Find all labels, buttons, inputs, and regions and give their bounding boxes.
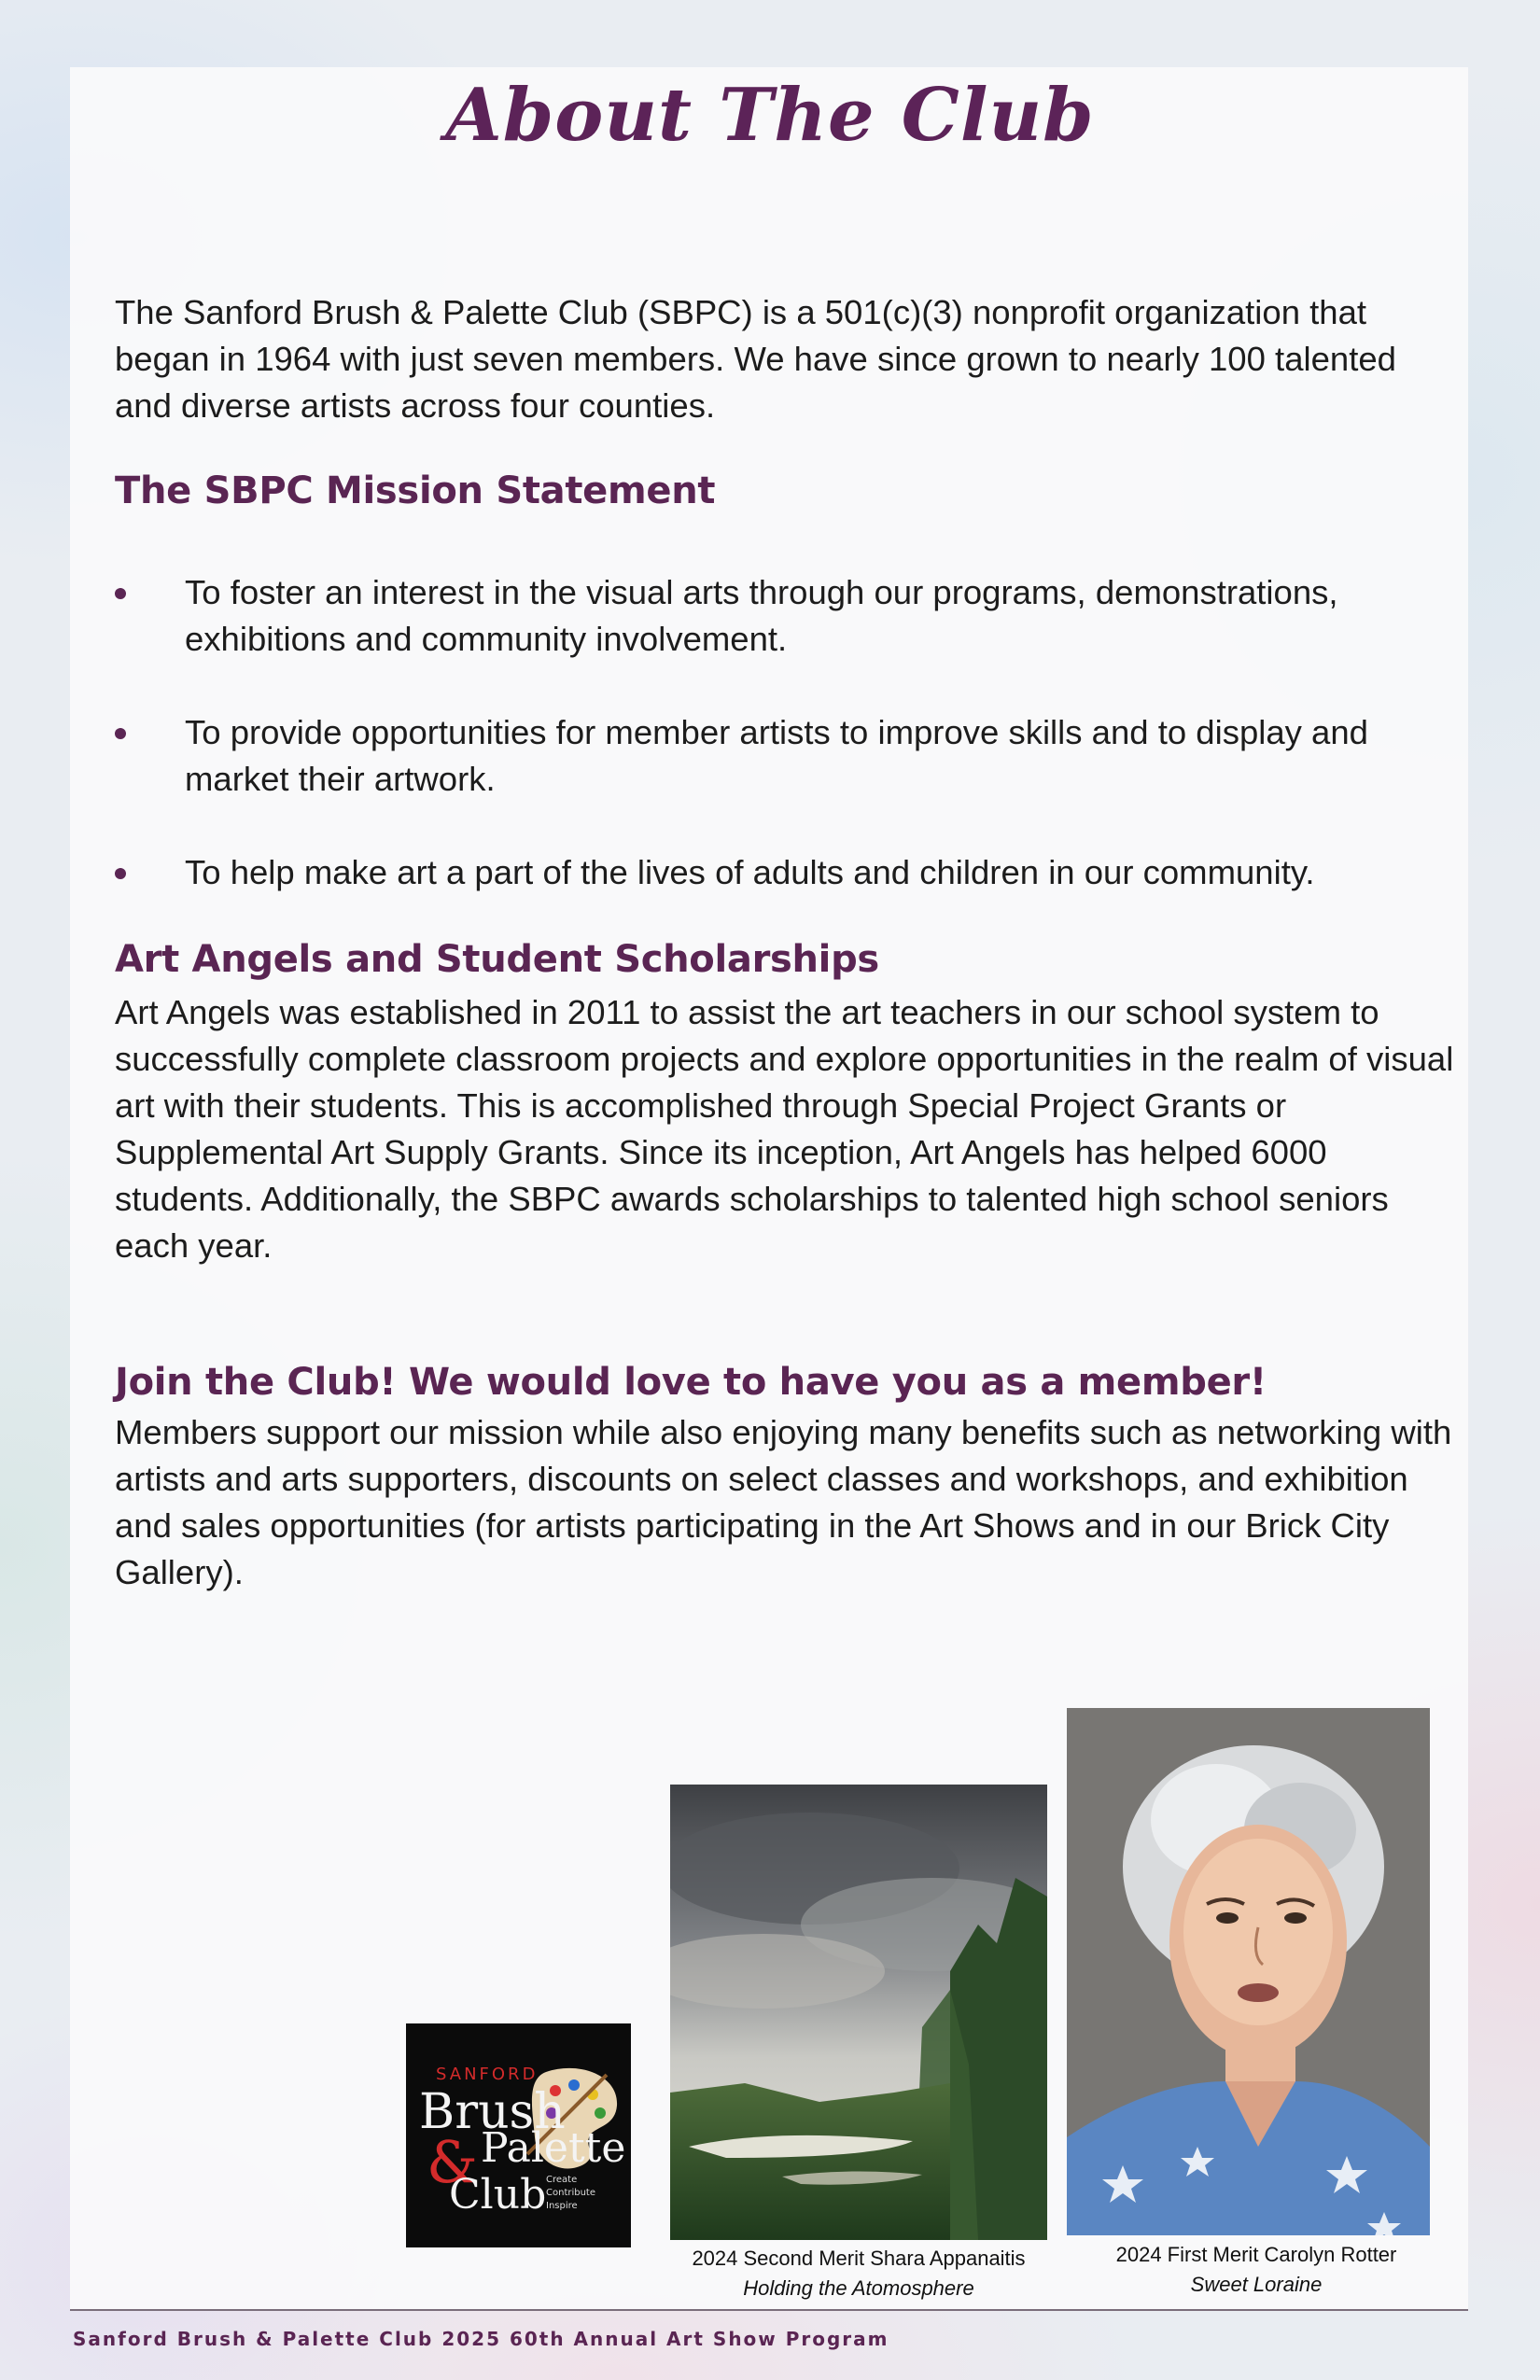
logo-line2: Palette xyxy=(481,2124,626,2172)
portrait-image xyxy=(1067,1708,1430,2235)
logo-line3: Club xyxy=(449,2171,547,2219)
landscape-caption xyxy=(653,2244,1064,2303)
portrait-caption xyxy=(1055,2240,1458,2300)
caption-line: 2024 First Merit Carolyn Rotter xyxy=(1115,2243,1397,2266)
mission-heading: The SBPC Mission Statement xyxy=(115,469,716,512)
join-paragraph: Members support our mission while also enjoying many benefits such as networking with artists and arts supporters, discounts on select classes and workshops, and exhibition and sales opportunities (for artists participating in the Art Shows and in our Brick City Gallery). xyxy=(115,1413,1452,1591)
club-logo-graphic xyxy=(406,2023,631,2247)
bullet-dot xyxy=(115,588,126,599)
join-heading: Join the Club! We would love to have you as a member! xyxy=(115,1361,1267,1404)
art-angels-heading: Art Angels and Student Scholarships xyxy=(115,938,879,981)
logo-top-text: SANFORD xyxy=(436,2065,539,2084)
mission-bullet-text: To help make art a part of the lives of adults and children in our community. xyxy=(185,853,1315,891)
logo-ampersand: & xyxy=(427,2128,479,2196)
footer-divider xyxy=(70,2309,1468,2311)
mission-bullet-text: To provide opportunities for member artists to improve skills and to display and market their artwork. xyxy=(185,713,1368,798)
mission-bullet-text: To foster an interest in the visual arts through our programs, demonstrations, exhibitions and community involvement. xyxy=(185,573,1338,658)
club-logo xyxy=(406,2023,631,2247)
logo-line1: Brush xyxy=(419,2084,566,2140)
page-title: About The Club xyxy=(445,73,1095,158)
logo-tagline: Create xyxy=(546,2175,578,2185)
portrait-painting xyxy=(1067,1708,1430,2235)
logo-tagline: Inspire xyxy=(546,2201,578,2211)
landscape-painting xyxy=(670,1785,1047,2240)
artwork-title: Holding the Atomosphere xyxy=(743,2276,974,2300)
artwork-title: Sweet Loraine xyxy=(1190,2273,1323,2296)
art-angels-paragraph: Art Angels was established in 2011 to assist the art teachers in our school system to successfully complete classroom projects and explore opportunities in the realm of visual art with their students. This is accomplished through Special Project Grants or Supplemental Art Supply Grants. Since its inception, Art Angels has helped 6000 students. Additionally, the SBPC awards scholarships to talented high school seniors each year. xyxy=(115,993,1454,1265)
page-footer: Sanford Brush & Palette Club 2025 60th Annual Art Show Program xyxy=(73,2328,889,2350)
landscape-image xyxy=(670,1785,1047,2240)
bullet-dot xyxy=(115,728,126,739)
caption-line: 2024 Second Merit Shara Appanaitis xyxy=(692,2247,1026,2270)
bullet-dot xyxy=(115,868,126,879)
intro-paragraph: The Sanford Brush & Palette Club (SBPC) is a 501(c)(3) nonprofit organization that began in 1964 with just seven members. We have since grown to nearly 100 talented and diverse artists across four counties. xyxy=(115,293,1396,425)
logo-tagline: Contribute xyxy=(546,2188,596,2198)
